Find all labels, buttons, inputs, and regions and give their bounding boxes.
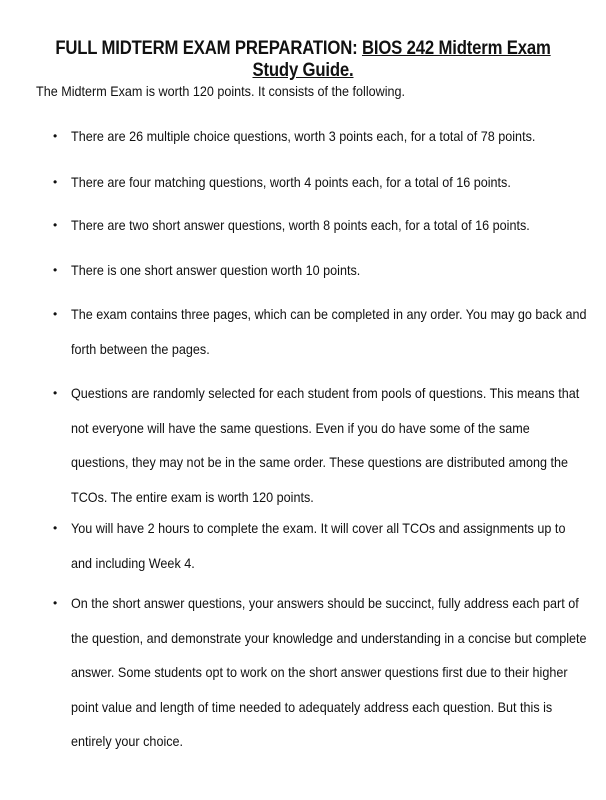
- bullet-text-line: There are two short answer questions, worth 8 points each, for a total of 16 points.: [71, 217, 530, 233]
- title-plain: FULL MIDTERM EXAM PREPARATION:: [55, 38, 362, 59]
- bullet-text: [71, 208, 602, 243]
- page-title: [36, 38, 569, 82]
- bullet-dot-icon: •: [53, 386, 58, 400]
- title-underlined-guide: Study Guide.: [252, 60, 354, 81]
- bullet-text-line: not everyone will have the same questions. Even if you do have some of the same: [71, 419, 530, 436]
- bullet-text-line: forth between the pages.: [71, 340, 210, 357]
- bullet-text-line: On the short answer questions, your answers should be succinct, fully address each part of: [71, 595, 579, 611]
- bullet-dot-icon: •: [53, 175, 58, 189]
- bullet-text-line: You will have 2 hours to complete the exam. It will cover all TCOs and assignments up to: [71, 520, 566, 536]
- bullet-text-line: There is one short answer question worth 10 points.: [71, 262, 361, 278]
- bullet-text-line: TCOs. The entire exam is worth 120 points.: [71, 488, 314, 505]
- bullet-text: [71, 586, 602, 759]
- intro-paragraph: The Midterm Exam is worth 120 points. It consists of the following.: [36, 83, 406, 99]
- bullet-text-line: questions, they may not be in the same order. These questions are distributed among the: [71, 454, 569, 470]
- bullet-text-line: the question, and demonstrate your knowledge and understanding in a concise but complete: [71, 629, 587, 646]
- bullet-text-line: answer. Some students opt to work on the short answer questions first due to their higher: [71, 664, 568, 680]
- bullet-text-line: There are four matching questions, worth 4 points each, for a total of 16 points.: [71, 174, 511, 190]
- bullet-dot-icon: •: [53, 129, 58, 143]
- bullet-text: [71, 297, 602, 366]
- bullet-dot-icon: •: [53, 218, 58, 232]
- bullet-text-line: entirely your choice.: [71, 733, 184, 749]
- bullet-text-line: Questions are randomly selected for each student from pools of questions. This means that: [71, 385, 580, 401]
- bullet-dot-icon: •: [53, 263, 58, 277]
- bullet-dot-icon: •: [53, 307, 58, 321]
- bullet-text-line: There are 26 multiple choice questions, worth 3 points each, for a total of 78 points.: [71, 128, 536, 144]
- title-underlined-course: BIOS 242 Midterm Exam: [361, 38, 551, 59]
- bullet-text: [71, 119, 602, 154]
- bullet-text-line: The exam contains three pages, which can be completed in any order. You may go back and: [71, 306, 587, 322]
- bullet-text: [71, 253, 602, 288]
- bullet-text-line: and including Week 4.: [71, 554, 195, 571]
- bullet-text: [71, 376, 602, 514]
- bullet-text: [71, 511, 602, 580]
- bullet-text-line: point value and length of time needed to adequately address each question. But this is: [71, 698, 553, 715]
- bullet-dot-icon: •: [53, 521, 58, 535]
- bullet-dot-icon: •: [53, 596, 58, 610]
- bullet-text: [71, 165, 602, 200]
